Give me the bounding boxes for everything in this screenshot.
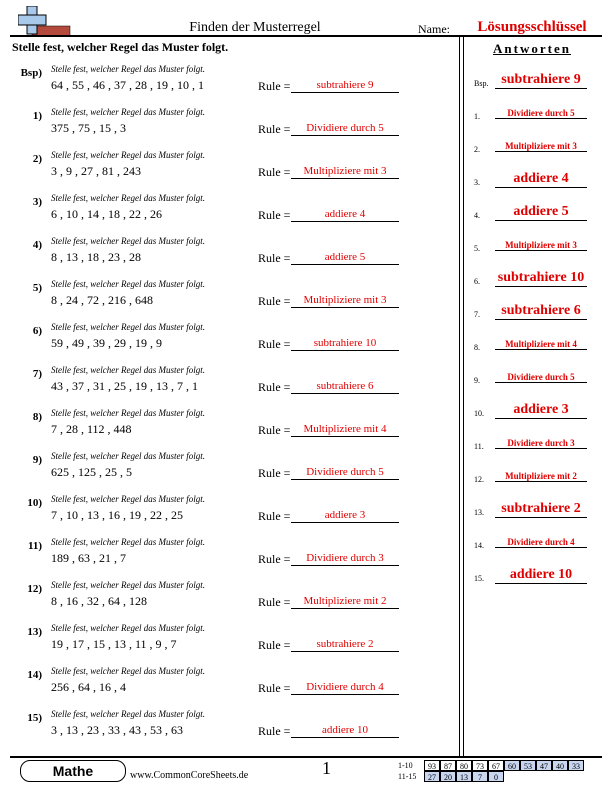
rule-label: Rule = — [258, 423, 291, 437]
header-divider — [10, 35, 602, 37]
score-cell: 13 — [456, 771, 472, 782]
rule-label: Rule = — [258, 638, 291, 652]
answer-key-number: 3. — [474, 178, 480, 187]
problem-number: 15) — [27, 712, 42, 724]
problem-number: 8) — [32, 411, 42, 423]
answer-key-number: 15. — [474, 574, 484, 583]
rule-answer: addiere 5 — [291, 250, 399, 265]
problem-sequence: 59 , 49 , 39 , 29 , 19 , 9 — [51, 336, 162, 350]
problem-prompt: Stelle fest, welcher Regel das Muster folgt. — [51, 322, 205, 332]
subject-badge: Mathe — [20, 760, 126, 782]
answer-key-value: addiere 4 — [495, 171, 587, 188]
answer-key-value: Multipliziere mit 3 — [495, 141, 587, 152]
problem-sequence: 43 , 37 , 31 , 25 , 19 , 13 , 7 , 1 — [51, 379, 198, 393]
problem-prompt: Stelle fest, welcher Regel das Muster folgt. — [51, 537, 205, 547]
rule-label: Rule = — [258, 208, 291, 222]
rule-answer: subtrahiere 9 — [291, 78, 399, 93]
rule-answer: Multipliziere mit 3 — [291, 293, 399, 308]
worksheet-title: Finden der Musterregel — [189, 20, 321, 35]
answer-key-value: addiere 5 — [495, 204, 587, 221]
rule-label: Rule = — [258, 509, 291, 523]
answer-key-value: Multipliziere mit 2 — [495, 471, 587, 482]
problem-sequence: 64 , 55 , 46 , 37 , 28 , 19 , 10 , 1 — [51, 78, 204, 92]
rule-label: Rule = — [258, 466, 291, 480]
rule-answer: Multipliziere mit 3 — [291, 164, 399, 179]
problem-number: 13) — [27, 626, 42, 638]
logo — [18, 6, 74, 36]
score-row-label: 11-15 — [398, 772, 417, 781]
answer-key-value: Dividiere durch 4 — [495, 537, 587, 548]
score-row-label: 1-10 — [398, 761, 413, 770]
rule-label: Rule = — [258, 251, 291, 265]
problem-sequence: 6 , 10 , 14 , 18 , 22 , 26 — [51, 207, 162, 221]
problem-number: Bsp) — [20, 67, 42, 79]
problem-sequence: 8 , 24 , 72 , 216 , 648 — [51, 293, 153, 307]
answer-key-title: Lösungsschlüssel — [477, 19, 587, 35]
rule-answer: subtrahiere 2 — [291, 637, 399, 652]
answer-key-value: subtrahiere 6 — [495, 303, 587, 320]
problem-sequence: 3 , 13 , 23 , 33 , 43 , 53 , 63 — [51, 723, 183, 737]
answer-key-value: subtrahiere 9 — [495, 72, 587, 89]
answer-key-number: Bsp. — [474, 79, 489, 88]
website-link: www.CommonCoreSheets.de — [130, 770, 249, 781]
score-cell: 93 — [424, 760, 440, 771]
score-cell: 40 — [552, 760, 568, 771]
rule-label: Rule = — [258, 294, 291, 308]
score-cell: 67 — [488, 760, 504, 771]
problem-prompt: Stelle fest, welcher Regel das Muster folgt. — [51, 451, 205, 461]
answer-key-value: Dividiere durch 5 — [495, 372, 587, 383]
plus-sign-icon — [18, 6, 74, 36]
score-cell: 33 — [568, 760, 584, 771]
answer-key-value: Dividiere durch 5 — [495, 108, 587, 119]
column-divider — [459, 36, 460, 756]
answer-key-value: Multipliziere mit 3 — [495, 240, 587, 251]
rule-answer: Dividiere durch 5 — [291, 465, 399, 480]
rule-answer: Multipliziere mit 2 — [291, 594, 399, 609]
problem-sequence: 19 , 17 , 15 , 13 , 11 , 9 , 7 — [51, 637, 177, 651]
answer-key-number: 5. — [474, 244, 480, 253]
answer-key-value: addiere 3 — [495, 402, 587, 419]
column-divider — [463, 36, 464, 756]
problem-prompt: Stelle fest, welcher Regel das Muster folgt. — [51, 623, 205, 633]
rule-label: Rule = — [258, 79, 291, 93]
score-cell: 60 — [504, 760, 520, 771]
rule-answer: Dividiere durch 5 — [291, 121, 399, 136]
answer-key-number: 8. — [474, 343, 480, 352]
score-cell: 53 — [520, 760, 536, 771]
rule-label: Rule = — [258, 552, 291, 566]
problem-prompt: Stelle fest, welcher Regel das Muster folgt. — [51, 279, 205, 289]
problem-prompt: Stelle fest, welcher Regel das Muster folgt. — [51, 408, 205, 418]
rule-answer: subtrahiere 6 — [291, 379, 399, 394]
rule-label: Rule = — [258, 681, 291, 695]
problem-sequence: 7 , 28 , 112 , 448 — [51, 422, 132, 436]
problem-number: 5) — [32, 282, 42, 294]
answer-key-number: 2. — [474, 145, 480, 154]
rule-label: Rule = — [258, 165, 291, 179]
problem-number: 9) — [32, 454, 42, 466]
answer-key-number: 9. — [474, 376, 480, 385]
problem-prompt: Stelle fest, welcher Regel das Muster folgt. — [51, 193, 205, 203]
answer-key-value: subtrahiere 2 — [495, 501, 587, 518]
answer-key-number: 11. — [474, 442, 484, 451]
instructions: Stelle fest, welcher Regel das Muster folgt. — [12, 40, 229, 54]
problem-sequence: 8 , 13 , 18 , 23 , 28 — [51, 250, 141, 264]
problem-prompt: Stelle fest, welcher Regel das Muster folgt. — [51, 107, 205, 117]
rule-answer: subtrahiere 10 — [291, 336, 399, 351]
problem-number: 12) — [27, 583, 42, 595]
problem-prompt: Stelle fest, welcher Regel das Muster folgt. — [51, 666, 205, 676]
answer-key-value: Multipliziere mit 4 — [495, 339, 587, 350]
score-cell: 87 — [440, 760, 456, 771]
problem-sequence: 375 , 75 , 15 , 3 — [51, 121, 126, 135]
problem-number: 7) — [32, 368, 42, 380]
score-cell: 20 — [440, 771, 456, 782]
problem-prompt: Stelle fest, welcher Regel das Muster folgt. — [51, 580, 205, 590]
rule-label: Rule = — [258, 595, 291, 609]
rule-answer: Dividiere durch 4 — [291, 680, 399, 695]
answer-key-number: 13. — [474, 508, 484, 517]
problem-prompt: Stelle fest, welcher Regel das Muster folgt. — [51, 709, 205, 719]
problem-prompt: Stelle fest, welcher Regel das Muster folgt. — [51, 64, 205, 74]
answer-key-number: 7. — [474, 310, 480, 319]
problem-number: 14) — [27, 669, 42, 681]
footer-divider — [10, 756, 602, 758]
rule-answer: Dividiere durch 3 — [291, 551, 399, 566]
rule-label: Rule = — [258, 337, 291, 351]
rule-label: Rule = — [258, 724, 291, 738]
rule-answer: addiere 3 — [291, 508, 399, 523]
answer-key-number: 12. — [474, 475, 484, 484]
problem-sequence: 256 , 64 , 16 , 4 — [51, 680, 126, 694]
rule-label: Rule = — [258, 122, 291, 136]
problem-sequence: 8 , 16 , 32 , 64 , 128 — [51, 594, 147, 608]
rule-answer: Multipliziere mit 4 — [291, 422, 399, 437]
answer-key-number: 4. — [474, 211, 480, 220]
answers-header: Antworten — [493, 41, 571, 56]
problem-number: 4) — [32, 239, 42, 251]
problem-prompt: Stelle fest, welcher Regel das Muster folgt. — [51, 150, 205, 160]
answer-key-number: 10. — [474, 409, 484, 418]
problem-prompt: Stelle fest, welcher Regel das Muster folgt. — [51, 236, 205, 246]
score-cell: 80 — [456, 760, 472, 771]
problem-number: 10) — [27, 497, 42, 509]
score-cell: 27 — [424, 771, 440, 782]
rule-answer: addiere 4 — [291, 207, 399, 222]
answer-key-value: addiere 10 — [495, 567, 587, 584]
score-cell: 7 — [472, 771, 488, 782]
answer-key-number: 1. — [474, 112, 480, 121]
problem-sequence: 7 , 10 , 13 , 16 , 19 , 22 , 25 — [51, 508, 183, 522]
page-number: 1 — [322, 758, 331, 778]
rule-label: Rule = — [258, 380, 291, 394]
rule-answer: addiere 10 — [291, 723, 399, 738]
score-cell: 47 — [536, 760, 552, 771]
problem-sequence: 189 , 63 , 21 , 7 — [51, 551, 126, 565]
problem-number: 3) — [32, 196, 42, 208]
problem-number: 2) — [32, 153, 42, 165]
answer-key-number: 14. — [474, 541, 484, 550]
score-cell: 0 — [488, 771, 504, 782]
problem-prompt: Stelle fest, welcher Regel das Muster folgt. — [51, 494, 205, 504]
problem-sequence: 3 , 9 , 27 , 81 , 243 — [51, 164, 141, 178]
answer-key-value: subtrahiere 10 — [495, 270, 587, 287]
problem-number: 6) — [32, 325, 42, 337]
problem-prompt: Stelle fest, welcher Regel das Muster folgt. — [51, 365, 205, 375]
problem-number: 11) — [27, 540, 42, 552]
answer-key-number: 6. — [474, 277, 480, 286]
problem-sequence: 625 , 125 , 25 , 5 — [51, 465, 132, 479]
score-cell: 73 — [472, 760, 488, 771]
problem-number: 1) — [32, 110, 42, 122]
name-label: Name: — [418, 22, 450, 36]
answer-key-value: Dividiere durch 3 — [495, 438, 587, 449]
